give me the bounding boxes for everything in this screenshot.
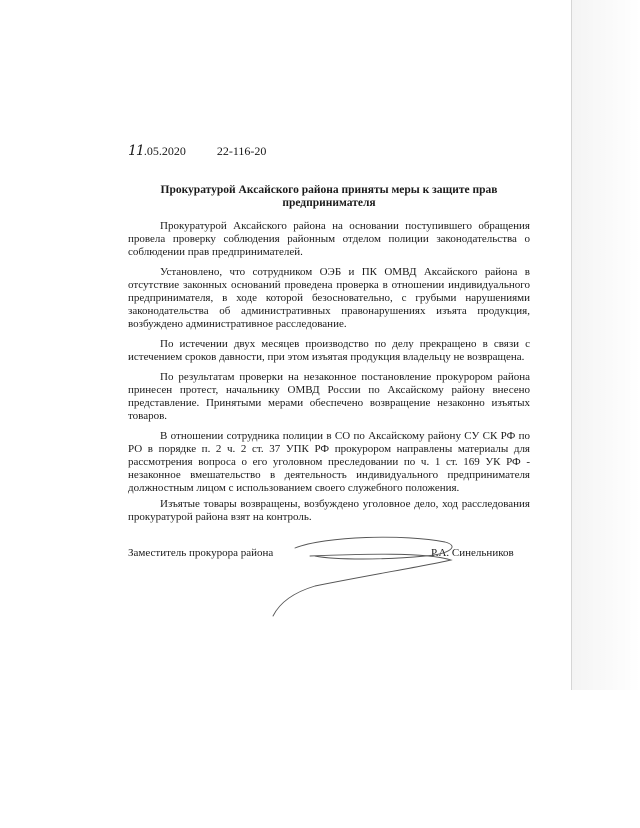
- paragraph-1: Прокуратурой Аксайского района на основании поступившего обращения провела проверку соблюдения районным отделом полиции законодательства о соблюдении прав предпринимателей.: [128, 220, 530, 258]
- signer-name: Р.А. Синельников: [431, 547, 514, 559]
- date-rest: .05.2020: [143, 144, 186, 158]
- paragraph-5: В отношении сотрудника полиции в СО по Аксайскому району СУ СК РФ по РО в порядке п. 2 ч. 2 ст. 37 УПК РФ прокурором направлены материалы для рассмотрения вопроса о его уголовном преследовании по ч. 1 ст. 169 УК РФ - незаконное вмешательство в деятельность индивидуального предпринимателя должностным лицом с использованием своего служебного положения.: [128, 430, 530, 494]
- paragraph-3: По истечении двух месяцев производство по делу прекращено в связи с истечением сроков давности, при этом изъятая продукция владельцу не возвращена.: [128, 338, 530, 363]
- scan-shadow: [572, 0, 640, 690]
- handwritten-signature: [255, 530, 465, 620]
- signature-stroke-lower: [273, 554, 451, 616]
- paragraph-4: По результатам проверки на незаконное постановление прокурором района принесен протест, начальнику ОМВД России по Аксайскому району внесено представление. Принятыми мерами обеспечено возвращение незаконно изъятых товаров.: [128, 371, 530, 422]
- paragraph-2: Установлено, что сотрудником ОЭБ и ПК ОМВД Аксайского района в отсутствие законных оснований проведена проверка в отношении индивидуального предпринимателя, в ходе которой безосновательно, с грубыми нарушениями законодательства об административных правонарушениях изъята продукция, возбуждено административное расследование.: [128, 266, 530, 330]
- paragraph-6: Изъятые товары возвращены, возбуждено уголовное дело, ход расследования прокуратурой района взят на контроль.: [128, 498, 530, 523]
- reference-number: 22-116-20: [216, 144, 267, 158]
- date-handwritten-day: 11: [128, 143, 144, 159]
- date-line: [128, 143, 266, 159]
- document-title: Прокуратурой Аксайского района приняты меры к защите прав предпринимателя: [160, 184, 498, 209]
- signer-position: Заместитель прокурора района: [128, 547, 274, 559]
- document-body: [128, 220, 530, 531]
- page-edge: [571, 0, 572, 690]
